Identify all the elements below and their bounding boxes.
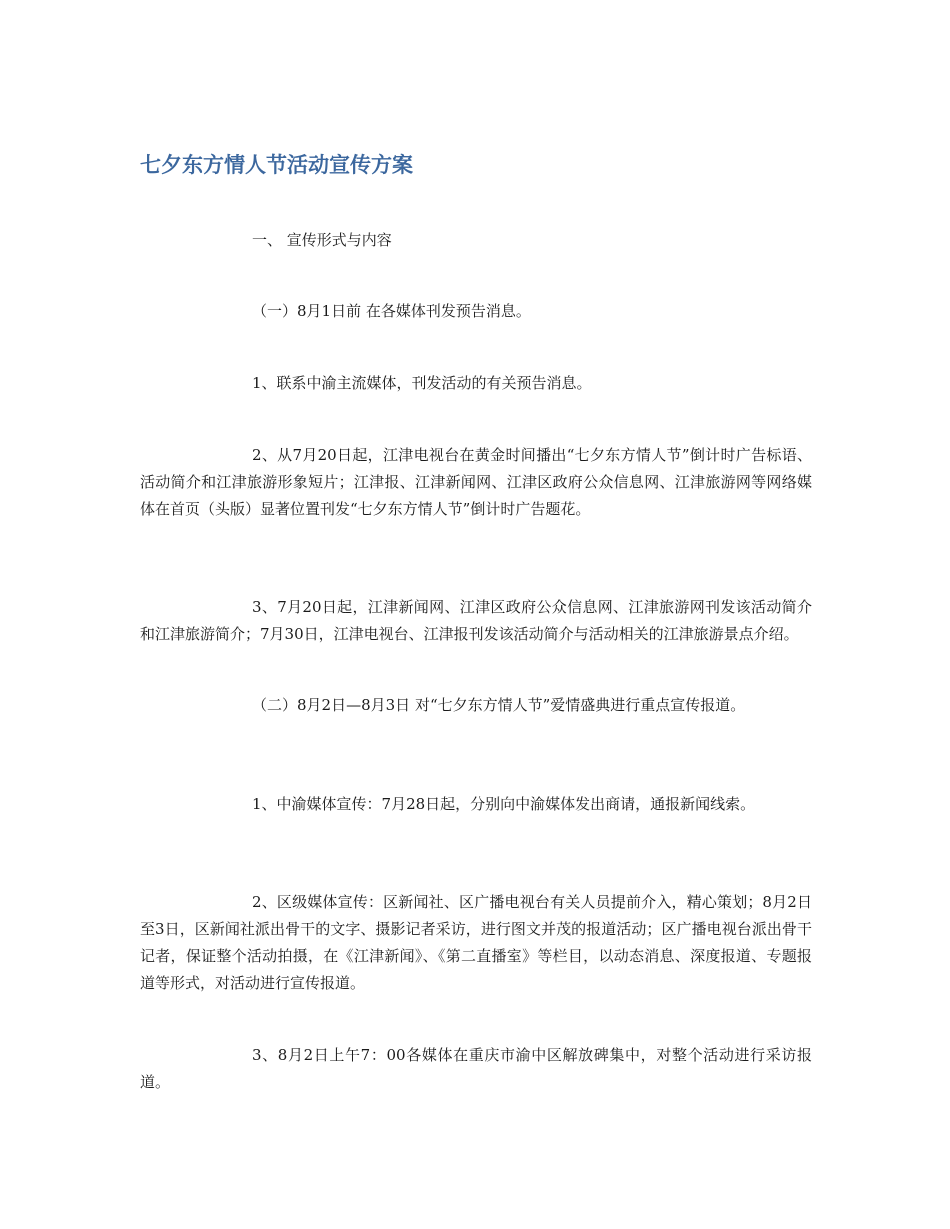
document-title: 七夕东方情人节活动宣传方案	[140, 153, 413, 177]
section-heading-1: 一、 宣传形式与内容	[252, 231, 392, 249]
paragraph-5: 2、区级媒体宣传：区新闻社、区广播电视台有关人员提前介入，精心策划；8月2日至3日，区新闻社派出骨干的文字、摄影记者采访，进行图文并茂的报道活动；区广播电视台派出骨干记者，保证整个活动拍摄，在《江津新闻》、《第二直播室》等栏目，以动态消息、深度报道、专题报道等形式，对活动进行宣传报道。	[140, 893, 812, 992]
paragraph-6: 3、8月2日上午7：00各媒体在重庆市渝中区解放碑集中，对整个活动进行采访报道。	[140, 1046, 812, 1091]
paragraph-2: 2、从7月20日起，江津电视台在黄金时间播出“七夕东方情人节”倒计时广告标语、活动简介和江津旅游形象短片；江津报、江津新闻网、江津区政府公众信息网、江津旅游网等网络媒体在首页（头版）显著位置刊发“七夕东方情人节”倒计时广告题花。	[140, 446, 812, 518]
paragraph-3: 3、7月20日起，江津新闻网、江津区政府公众信息网、江津旅游网刊发该活动简介和江津旅游简介；7月30日，江津电视台、江津报刊发该活动简介与活动相关的江津旅游景点介绍。	[140, 598, 812, 643]
subsection-heading-1: （一）8月1日前 在各媒体刊发预告消息。	[252, 302, 531, 320]
subsection-heading-2: （二）8月2日—8月3日 对“七夕东方情人节”爱情盛典进行重点宣传报道。	[252, 696, 746, 714]
paragraph-4: 1、中渝媒体宣传：7月28日起，分别向中渝媒体发出商请，通报新闻线索。	[252, 795, 756, 813]
paragraph-1: 1、联系中渝主流媒体，刊发活动的有关预告消息。	[252, 374, 592, 392]
